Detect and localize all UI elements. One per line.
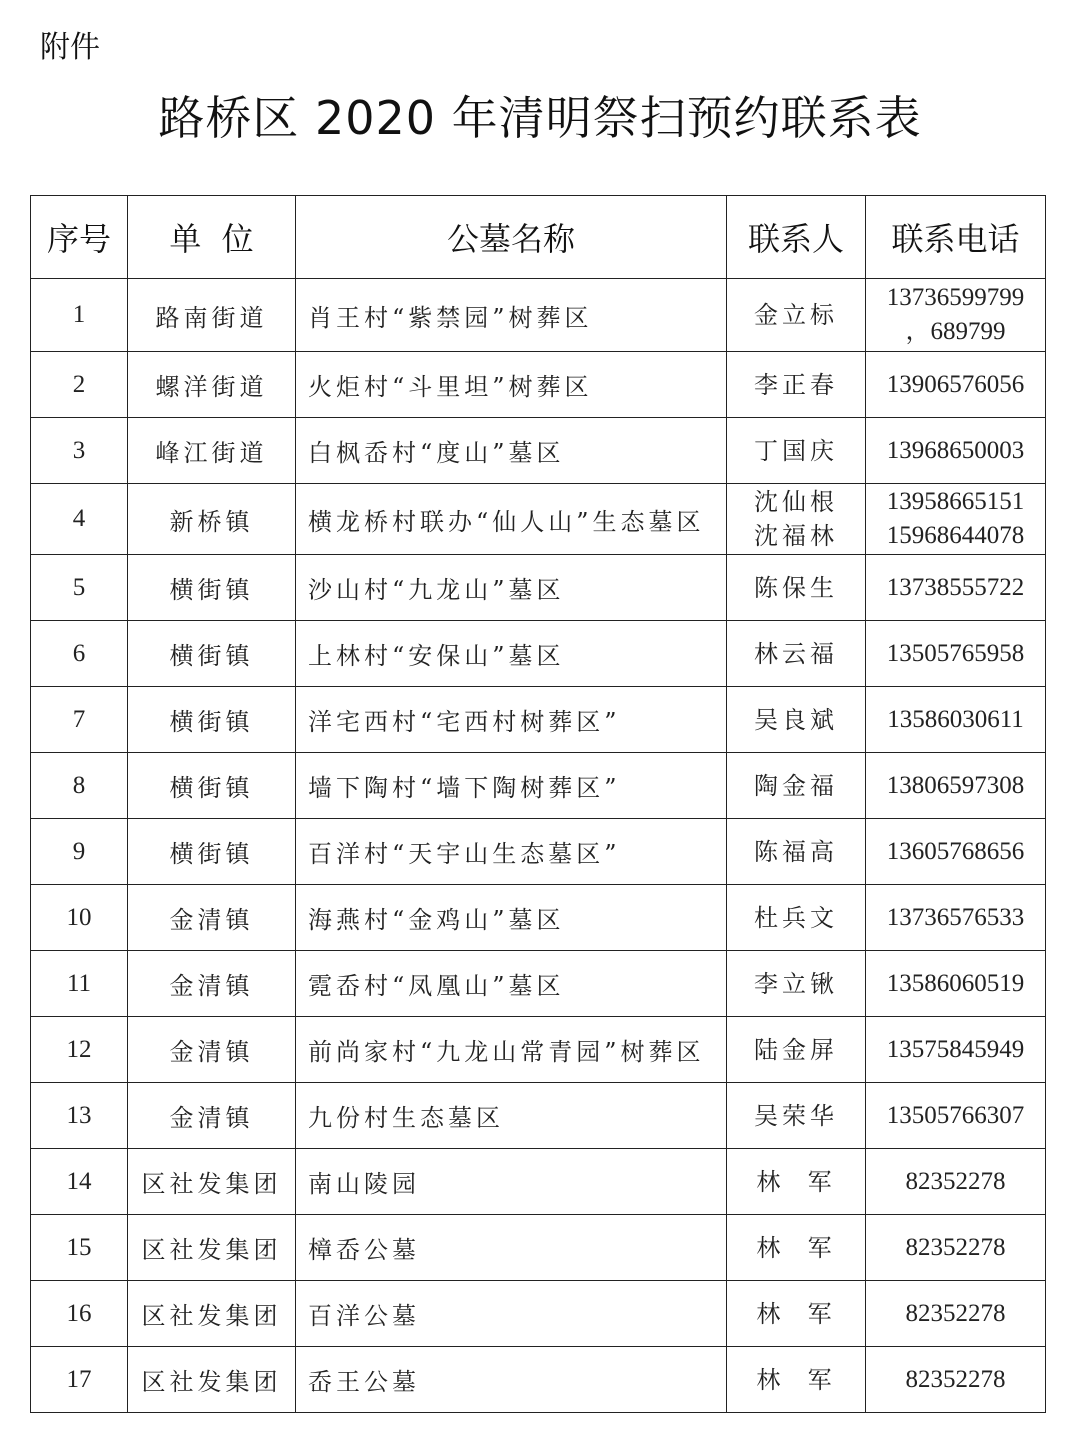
- column-header-phone: 联系电话: [866, 196, 1046, 279]
- phone-number: 13505766307: [886, 1101, 1025, 1129]
- row-number: 1: [31, 279, 128, 352]
- contact-person-name: 林云福: [754, 639, 838, 668]
- row-number: 12: [31, 1017, 128, 1083]
- unit-name: 螺洋街道: [128, 352, 296, 418]
- contact-phone: [866, 1149, 1046, 1215]
- cemetery-name: 肖王村“紫禁园”树葬区: [296, 279, 727, 352]
- phone-number: 82352278: [905, 1167, 1006, 1195]
- table-row: [31, 1215, 1046, 1281]
- contact-phone: [866, 418, 1046, 484]
- contact-person: [727, 885, 866, 951]
- cemetery-name: 白枫岙村“度山”墓区: [296, 418, 727, 484]
- unit-name: 横街镇: [128, 687, 296, 753]
- cemetery-name: 南山陵园: [296, 1149, 727, 1215]
- contact-person: [727, 1149, 866, 1215]
- table-row: [31, 1017, 1046, 1083]
- phone-number: 82352278: [905, 1299, 1006, 1327]
- phone-number: 13958665151: [886, 488, 1025, 515]
- contact-person-name: 陈保生: [754, 573, 838, 602]
- table-row: [31, 1281, 1046, 1347]
- cemetery-name: 海燕村“金鸡山”墓区: [296, 885, 727, 951]
- row-number: 13: [31, 1083, 128, 1149]
- contact-phone: [866, 951, 1046, 1017]
- contact-phone: [866, 555, 1046, 621]
- table-row: [31, 753, 1046, 819]
- unit-name: 横街镇: [128, 621, 296, 687]
- row-number: 11: [31, 951, 128, 1017]
- contact-person: [727, 1281, 866, 1347]
- cemetery-name: 火炬村“斗里坦”树葬区: [296, 352, 727, 418]
- row-number: 3: [31, 418, 128, 484]
- row-number: 14: [31, 1149, 128, 1215]
- contact-person: [727, 1017, 866, 1083]
- contact-person: [727, 687, 866, 753]
- contact-person: [727, 753, 866, 819]
- contact-person: [727, 819, 866, 885]
- unit-name: 区社发集团: [128, 1149, 296, 1215]
- unit-name: 横街镇: [128, 819, 296, 885]
- table-row: [31, 951, 1046, 1017]
- contact-person-name: 陆金屏: [754, 1035, 838, 1064]
- contact-person-name: 林 军: [756, 1299, 836, 1328]
- phone-number: 15968644078: [886, 522, 1025, 549]
- cemetery-name: 洋宅西村“宅西村树葬区”: [296, 687, 727, 753]
- phone-number: 13586030611: [887, 705, 1024, 733]
- unit-name: 区社发集团: [128, 1215, 296, 1281]
- contact-person-name: 李立锹: [754, 969, 838, 998]
- column-header-contact: 联系人: [727, 196, 866, 279]
- contact-phone: [866, 279, 1046, 352]
- column-header-no: 序号: [31, 196, 128, 279]
- contact-person-name: 杜兵文: [754, 903, 838, 932]
- cemetery-name: 上林村“安保山”墓区: [296, 621, 727, 687]
- column-header-cemetery: 公墓名称: [296, 196, 727, 279]
- cemetery-name: 岙王公墓: [296, 1347, 727, 1413]
- contact-person: [727, 1347, 866, 1413]
- phone-number: 13738555722: [886, 573, 1025, 601]
- phone-number: 82352278: [905, 1233, 1006, 1261]
- cemetery-name: 沙山村“九龙山”墓区: [296, 555, 727, 621]
- cemetery-name: 九份村生态墓区: [296, 1083, 727, 1149]
- phone-number: 13575845949: [886, 1035, 1025, 1063]
- phone-number: 13736599799: [886, 284, 1025, 311]
- table-row: [31, 352, 1046, 418]
- contact-phone: [866, 352, 1046, 418]
- cemetery-name: 百洋村“天宇山生态墓区”: [296, 819, 727, 885]
- unit-name: 金清镇: [128, 885, 296, 951]
- contact-person: [727, 1083, 866, 1149]
- contact-person-name: 陈福高: [754, 837, 838, 866]
- contact-phone: [866, 1017, 1046, 1083]
- contact-person: [727, 484, 866, 555]
- table-row: [31, 1347, 1046, 1413]
- row-number: 17: [31, 1347, 128, 1413]
- column-header-unit: 单 位: [128, 196, 296, 279]
- row-number: 8: [31, 753, 128, 819]
- phone-number: 13586060519: [886, 969, 1025, 997]
- contact-phone: [866, 621, 1046, 687]
- contact-person-name: 林 军: [756, 1365, 836, 1394]
- contact-person: [727, 621, 866, 687]
- contact-person-name: 沈仙根: [754, 488, 838, 516]
- row-number: 7: [31, 687, 128, 753]
- contact-phone: [866, 687, 1046, 753]
- row-number: 5: [31, 555, 128, 621]
- row-number: 6: [31, 621, 128, 687]
- contact-table: [30, 195, 1046, 1413]
- contact-phone: [866, 1215, 1046, 1281]
- page-title: 路桥区 2020 年清明祭扫预约联系表: [158, 91, 922, 145]
- unit-name: 金清镇: [128, 1017, 296, 1083]
- contact-person: [727, 352, 866, 418]
- contact-person: [727, 555, 866, 621]
- row-number: 15: [31, 1215, 128, 1281]
- contact-person-name: 沈福林: [754, 522, 838, 550]
- contact-person: [727, 418, 866, 484]
- contact-phone: [866, 753, 1046, 819]
- unit-name: 横街镇: [128, 555, 296, 621]
- contact-person-name: 林 军: [756, 1167, 836, 1196]
- contact-person-name: 陶金福: [754, 771, 838, 800]
- contact-person-name: 林 军: [756, 1233, 836, 1262]
- table-header-row: [31, 196, 1046, 279]
- unit-name: 横街镇: [128, 753, 296, 819]
- contact-phone: [866, 885, 1046, 951]
- contact-person: [727, 951, 866, 1017]
- contact-phone: [866, 1347, 1046, 1413]
- row-number: 16: [31, 1281, 128, 1347]
- phone-number: 13736576533: [886, 903, 1025, 931]
- unit-name: 路南街道: [128, 279, 296, 352]
- table-row: [31, 1083, 1046, 1149]
- cemetery-name: 百洋公墓: [296, 1281, 727, 1347]
- cemetery-name: 前尚家村“九龙山常青园”树葬区: [296, 1017, 727, 1083]
- contact-person-name: 金立标: [754, 301, 838, 329]
- unit-name: 区社发集团: [128, 1281, 296, 1347]
- phone-number: 13968650003: [886, 436, 1025, 464]
- phone-number: 13906576056: [886, 370, 1025, 398]
- contact-person: [727, 1215, 866, 1281]
- table-row: [31, 621, 1046, 687]
- contact-phone: [866, 1083, 1046, 1149]
- phone-number: 13806597308: [886, 771, 1025, 799]
- contact-phone: [866, 484, 1046, 555]
- unit-name: 峰江街道: [128, 418, 296, 484]
- cemetery-name: 横龙桥村联办“仙人山”生态墓区: [296, 484, 727, 555]
- phone-number: ，689799: [905, 318, 1006, 345]
- contact-phone: [866, 1281, 1046, 1347]
- phone-number: 13505765958: [886, 639, 1025, 667]
- table-row: [31, 819, 1046, 885]
- table-row: [31, 1149, 1046, 1215]
- cemetery-name: 墙下陶村“墙下陶树葬区”: [296, 753, 727, 819]
- table-row: [31, 555, 1046, 621]
- contact-person: [727, 279, 866, 352]
- table-row: [31, 418, 1046, 484]
- attachment-label: 附件: [40, 30, 100, 65]
- cemetery-name: 樟岙公墓: [296, 1215, 727, 1281]
- table-row: [31, 687, 1046, 753]
- row-number: 4: [31, 484, 128, 555]
- row-number: 2: [31, 352, 128, 418]
- contact-person-name: 吴良斌: [754, 705, 838, 734]
- table-row: [31, 484, 1046, 555]
- table-row: [31, 279, 1046, 352]
- row-number: 9: [31, 819, 128, 885]
- phone-number: 13605768656: [886, 837, 1025, 865]
- unit-name: 金清镇: [128, 1083, 296, 1149]
- phone-number: 82352278: [905, 1365, 1006, 1393]
- cemetery-name: 霓岙村“凤凰山”墓区: [296, 951, 727, 1017]
- contact-phone: [866, 819, 1046, 885]
- contact-person-name: 丁国庆: [754, 436, 838, 465]
- contact-person-name: 李正春: [754, 370, 838, 399]
- unit-name: 金清镇: [128, 951, 296, 1017]
- unit-name: 新桥镇: [128, 484, 296, 555]
- contact-person-name: 吴荣华: [754, 1101, 838, 1130]
- unit-name: 区社发集团: [128, 1347, 296, 1413]
- table-row: [31, 885, 1046, 951]
- row-number: 10: [31, 885, 128, 951]
